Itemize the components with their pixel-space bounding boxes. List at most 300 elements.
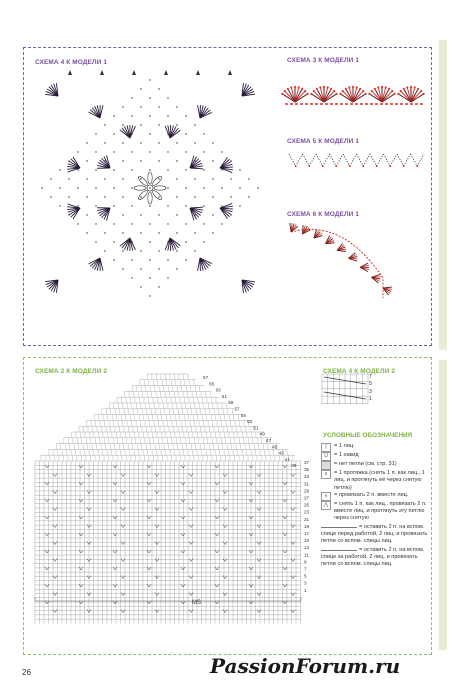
chain-dot [86,178,87,179]
row-number: 25 [304,502,310,508]
chain-dot [140,178,141,179]
chain-dot [113,223,114,224]
picot [290,86,292,88]
diagonal-row-number: 45 [272,444,278,450]
zigzag-segment [343,154,357,166]
lace-v-mark [181,567,185,570]
picot [323,86,325,88]
chain-dot [104,196,105,197]
s4m2-row-5: 5 [369,381,372,387]
chain-dot [185,187,186,188]
cable-back-symbol [321,546,357,551]
chain-dot [248,196,249,197]
crochet-fan [165,238,180,251]
row-number: 31 [304,481,310,487]
chain-dot [185,151,186,152]
edge-arrow [196,70,200,75]
fan-stitch [198,258,200,271]
zigzag-node [376,165,378,167]
crochet-fan [198,105,212,118]
schema-3-model-1-chart [285,68,425,108]
fan-stitch [337,250,346,251]
chain-dot [158,286,159,287]
zigzag-node [322,165,324,167]
zigzag-segment [370,154,384,166]
arc-chain [291,229,383,298]
chain-dot [176,196,177,197]
petal [154,186,166,190]
chain-dot [167,187,168,188]
zigzag-segment [303,154,317,166]
row-number: 11 [304,552,309,558]
chain-dot [104,124,105,125]
schema-4-model-2-chart [322,374,368,404]
zigzag-segment [357,154,371,166]
chain-dot [203,241,204,242]
chain-dot [122,268,123,269]
lace-v-mark [79,533,83,536]
chain-dot [149,169,150,170]
chain-dot [122,232,123,233]
crochet-fan [242,83,255,96]
legend-item: ∧ = 1 протяжка (снять 1 п. как лиц., 1 лиц. и протянуть её через снятую петлю) [321,470,431,492]
chain-dot [167,151,168,152]
chain-dot [140,250,141,251]
chain-dot [140,124,141,125]
lace-v-mark [79,465,83,468]
zigzag-segment [289,154,303,166]
chain-dot [149,151,150,152]
chain-dot [122,106,123,107]
schema-2-model-2-title: СХЕМА 2 К МОДЕЛИ 2 [35,368,108,375]
chain-dot [59,169,60,170]
chain-dot [131,205,132,206]
page-edge-strip-top [439,40,447,350]
edging-fan [339,86,366,102]
zigzag-node [389,165,391,167]
ssk-symbol: ∧ [321,470,331,479]
picot [348,86,350,88]
chain-dot [122,124,123,125]
k2tog-symbol: ∨ [321,492,331,501]
picot [420,90,422,92]
row-number: 23 [304,509,310,515]
picot [381,86,383,88]
sk2p-symbol: ⋀ [321,501,331,510]
chain-dot [86,142,87,143]
picot [301,88,303,90]
picot [294,86,296,88]
row-number: 35 [304,467,310,473]
s4m2-row-3: 3 [369,389,372,395]
zigzag-node [335,165,337,167]
diagonal-row-number: 55 [240,412,246,418]
chain-dot [149,133,150,134]
chain-dot [77,169,78,170]
chain-dot [158,88,159,89]
edge-arrow [100,70,104,75]
chain-dot [113,205,114,206]
lace-v-mark [215,533,219,536]
chain-dot [176,232,177,233]
crochet-fan [97,155,110,168]
picot [281,93,283,95]
row-number: 27 [304,495,310,501]
diagonal-row-number: 43 [278,450,284,456]
picot [406,86,408,88]
picot [287,88,289,90]
edging-fan [397,86,424,102]
chain-dot [140,232,141,233]
picot [307,93,309,95]
chain-dot [176,106,177,107]
lace-v-mark [215,465,219,468]
chain-dot [86,196,87,197]
zigzag-segment [316,154,330,166]
edge-arrow [164,70,168,75]
chain-dot [95,169,96,170]
chain-dot [176,178,177,179]
picot [319,86,321,88]
petal [134,186,146,190]
zigzag-segment [411,154,425,166]
chain-dot [203,187,204,188]
chain-dot [185,133,186,134]
picot [339,93,341,95]
schema-3-model-1-title: СХЕМА 3 К МОДЕЛИ 1 [287,57,360,64]
lace-v-mark [181,533,185,536]
petal [151,175,163,187]
crochet-fan [45,280,58,293]
chain-dot [95,133,96,134]
lace-v-mark [257,576,261,579]
chain-dot [131,169,132,170]
crochet-fan [190,156,203,169]
zigzag-node [295,165,297,167]
arc-fan [360,263,369,272]
lace-v-mark [53,559,57,562]
chain-dot [185,115,186,116]
arc-fan [349,253,358,261]
chain-dot [167,223,168,224]
petal [137,189,149,201]
picot [298,86,300,88]
picot [352,86,354,88]
diagonal-row-number: 67 [203,375,209,380]
page-number: 26 [22,668,31,677]
chain-dot [59,205,60,206]
chain-dot [131,115,132,116]
legend-item: = оставить 2 п. на вспом. спице за работой, 2 лиц. и провязать петли со вспом. спицы лиц. [321,546,425,568]
lace-v-mark [181,584,185,587]
diagonal-row-number: 39 [291,463,297,469]
chain-dot [149,115,150,116]
picot [385,86,387,88]
lace-v-mark [283,533,287,536]
chain-dot [203,169,204,170]
legend-item: = оставить 2 п. на вспом. спице перед работой, 2 лиц. и провязать петли со вспом. спицы лиц. [321,523,428,545]
chain-dot [212,160,213,161]
chain-dot [149,295,150,296]
diagonal-row-number: 59 [228,400,234,406]
chain-dot [212,196,213,197]
chain-dot [113,187,114,188]
arc-fan [383,287,392,295]
lace-v-mark [181,550,185,553]
diagonal-row-number: 53 [247,419,253,425]
picot [365,93,367,95]
chain-dot [149,97,150,98]
chain-dot [167,259,168,260]
chain-dot [212,142,213,143]
legend-item: ∨ = провязать 2 п. вместе лиц. [321,492,431,501]
chain-dot [212,178,213,179]
picot [368,93,370,95]
diagonal-row-number: 65 [209,381,215,387]
chain-dot [158,178,159,179]
chain-dot [185,259,186,260]
lace-v-mark [215,567,219,570]
legend-item: ⋀ = снять 1 п. как лиц., провязать 2 п. вместе лиц. и протянуть эту петлю через снятую [321,501,431,523]
s4m2-row-7: 7 [369,374,372,380]
crochet-fan [45,83,58,96]
chain-dot [140,214,141,215]
lace-v-mark [283,550,287,553]
arc-fan [337,243,346,251]
petal [148,192,152,204]
s4m2-row-1: 1 [369,396,372,402]
picot [391,90,393,92]
petal [151,189,163,201]
page-edge-strip-bottom [439,360,447,650]
chain-dot [131,187,132,188]
lace-v-mark [223,593,227,596]
zigzag-segment [330,154,344,166]
chain-dot [194,178,195,179]
row-number: 7 [304,566,307,572]
zigzag-segment [397,154,411,166]
lace-v-mark [283,465,287,468]
picot [397,93,399,95]
schema-4-model-1-chart [30,68,270,308]
chain-dot [167,277,168,278]
lace-v-mark [257,593,261,596]
picot [313,90,315,92]
chain-dot [185,169,186,170]
picot [410,86,412,88]
row-number: 13 [304,545,310,551]
no-stitch-symbol [321,461,331,470]
chain-dot [113,241,114,242]
picot [403,88,405,90]
picot [400,90,402,92]
yarn-over-symbol: U [321,452,331,461]
arc-fan [326,236,335,244]
chain-dot [131,97,132,98]
chain-dot [59,187,60,188]
crochet-fan [242,280,255,293]
watermark: PassionForum.ru [210,654,401,678]
chain-dot [140,88,141,89]
picot [342,90,344,92]
lace-v-mark [155,542,159,545]
lace-v-mark [283,567,287,570]
lace-v-mark [155,559,159,562]
petal [137,175,149,187]
lace-v-mark [215,550,219,553]
arc-fan [372,275,381,283]
chain-dot [41,187,42,188]
zigzag-node [362,165,364,167]
schema-2-model-2-chart [33,373,310,601]
chain-dot [113,169,114,170]
lace-v-mark [53,576,57,579]
chain-dot [140,142,141,143]
chain-dot [176,124,177,125]
row-number: 17 [304,531,310,536]
chain-dot [122,142,123,143]
chain-dot [122,214,123,215]
crochet-fan [190,207,203,220]
chain-dot [158,106,159,107]
cable-front-symbol [321,523,357,528]
chain-dot [104,178,105,179]
picot [330,88,332,90]
picot [345,88,347,90]
chain-dot [230,196,231,197]
legend-item: U = 1 накид [321,452,431,461]
chain-dot [194,124,195,125]
knit-stitch-symbol: | [321,443,331,452]
chain-dot [95,223,96,224]
crochet-fan [165,125,180,138]
picot [304,90,306,92]
chain-dot [158,196,159,197]
schema-4-model-1-title: СХЕМА 4 К МОДЕЛИ 1 [35,59,108,66]
chain-dot [158,250,159,251]
edge-arrow [228,70,232,75]
chain-dot [122,250,123,251]
chain-dot [221,151,222,152]
lace-v-mark [257,542,261,545]
row-number: 15 [304,538,310,544]
chain-dot [185,205,186,206]
lace-v-mark [155,593,159,596]
chain-dot [95,151,96,152]
picot [417,88,419,90]
lace-v-mark [121,542,125,545]
chain-dot [176,250,177,251]
chain-dot [104,232,105,233]
chain-dot [239,187,240,188]
picot [333,90,335,92]
edge-arrow [68,70,72,75]
chain-dot [149,223,150,224]
chain-dot [158,160,159,161]
lace-v-mark [181,465,185,468]
chain-dot [203,151,204,152]
fan-stitch [190,168,203,169]
diagonal-row-number: 57 [234,406,240,412]
chain-dot [158,232,159,233]
legend-item: = нет петли (см. стр. 31) [321,461,431,470]
row-number: 33 [304,474,310,480]
picot [371,90,373,92]
edging-fan [310,86,337,102]
chain-dot [95,187,96,188]
picot [359,88,361,90]
chain-dot [77,187,78,188]
chain-dot [176,268,177,269]
picot [423,93,425,95]
lace-v-mark [155,576,159,579]
picot [310,93,312,95]
lace-v-mark [121,559,125,562]
diagonal-row-number: 47 [266,438,272,443]
lace-v-mark [257,559,261,562]
lace-v-mark [113,567,117,570]
picot [327,86,329,88]
chain-dot [131,277,132,278]
chain-dot [149,187,150,188]
picot [336,93,338,95]
picot [356,86,358,88]
lace-v-mark [79,584,83,587]
crochet-fan [88,105,102,118]
chain-dot [239,169,240,170]
lace-v-mark [121,593,125,596]
lace-v-mark [223,559,227,562]
chain-dot [221,223,222,224]
chain-dot [140,106,141,107]
chain-dot [167,169,168,170]
chain-dot [140,268,141,269]
chain-dot [86,214,87,215]
lace-v-mark [283,584,287,587]
diagonal-row-number: 51 [253,425,259,431]
chain-dot [113,259,114,260]
chain-dot [221,169,222,170]
ms-bracket [35,597,301,601]
picot [388,88,390,90]
chain-dot [158,268,159,269]
zigzag-node [403,165,405,167]
row-number: 21 [304,516,310,522]
row-number: 9 [304,559,307,565]
lace-v-mark [223,542,227,545]
chain-dot [194,196,195,197]
chain-dot [194,142,195,143]
chain-dot [167,205,168,206]
lace-v-mark [223,576,227,579]
crochet-fan [198,258,212,271]
lace-v-mark [53,593,57,596]
chain-dot [212,232,213,233]
row-number: 1 [304,587,307,593]
edge-arrow [132,70,136,75]
chain-dot [194,250,195,251]
picot [377,86,379,88]
chain-dot [104,250,105,251]
picot [414,86,416,88]
legend-item: | = 1 лиц. [321,443,431,452]
chain-dot [140,160,141,161]
zigzag-node [416,165,418,167]
picot [394,93,396,95]
schema-5-model-1-title: СХЕМА 5 К МОДЕЛИ 1 [287,138,360,145]
zigzag-node [308,165,310,167]
chain-dot [131,151,132,152]
